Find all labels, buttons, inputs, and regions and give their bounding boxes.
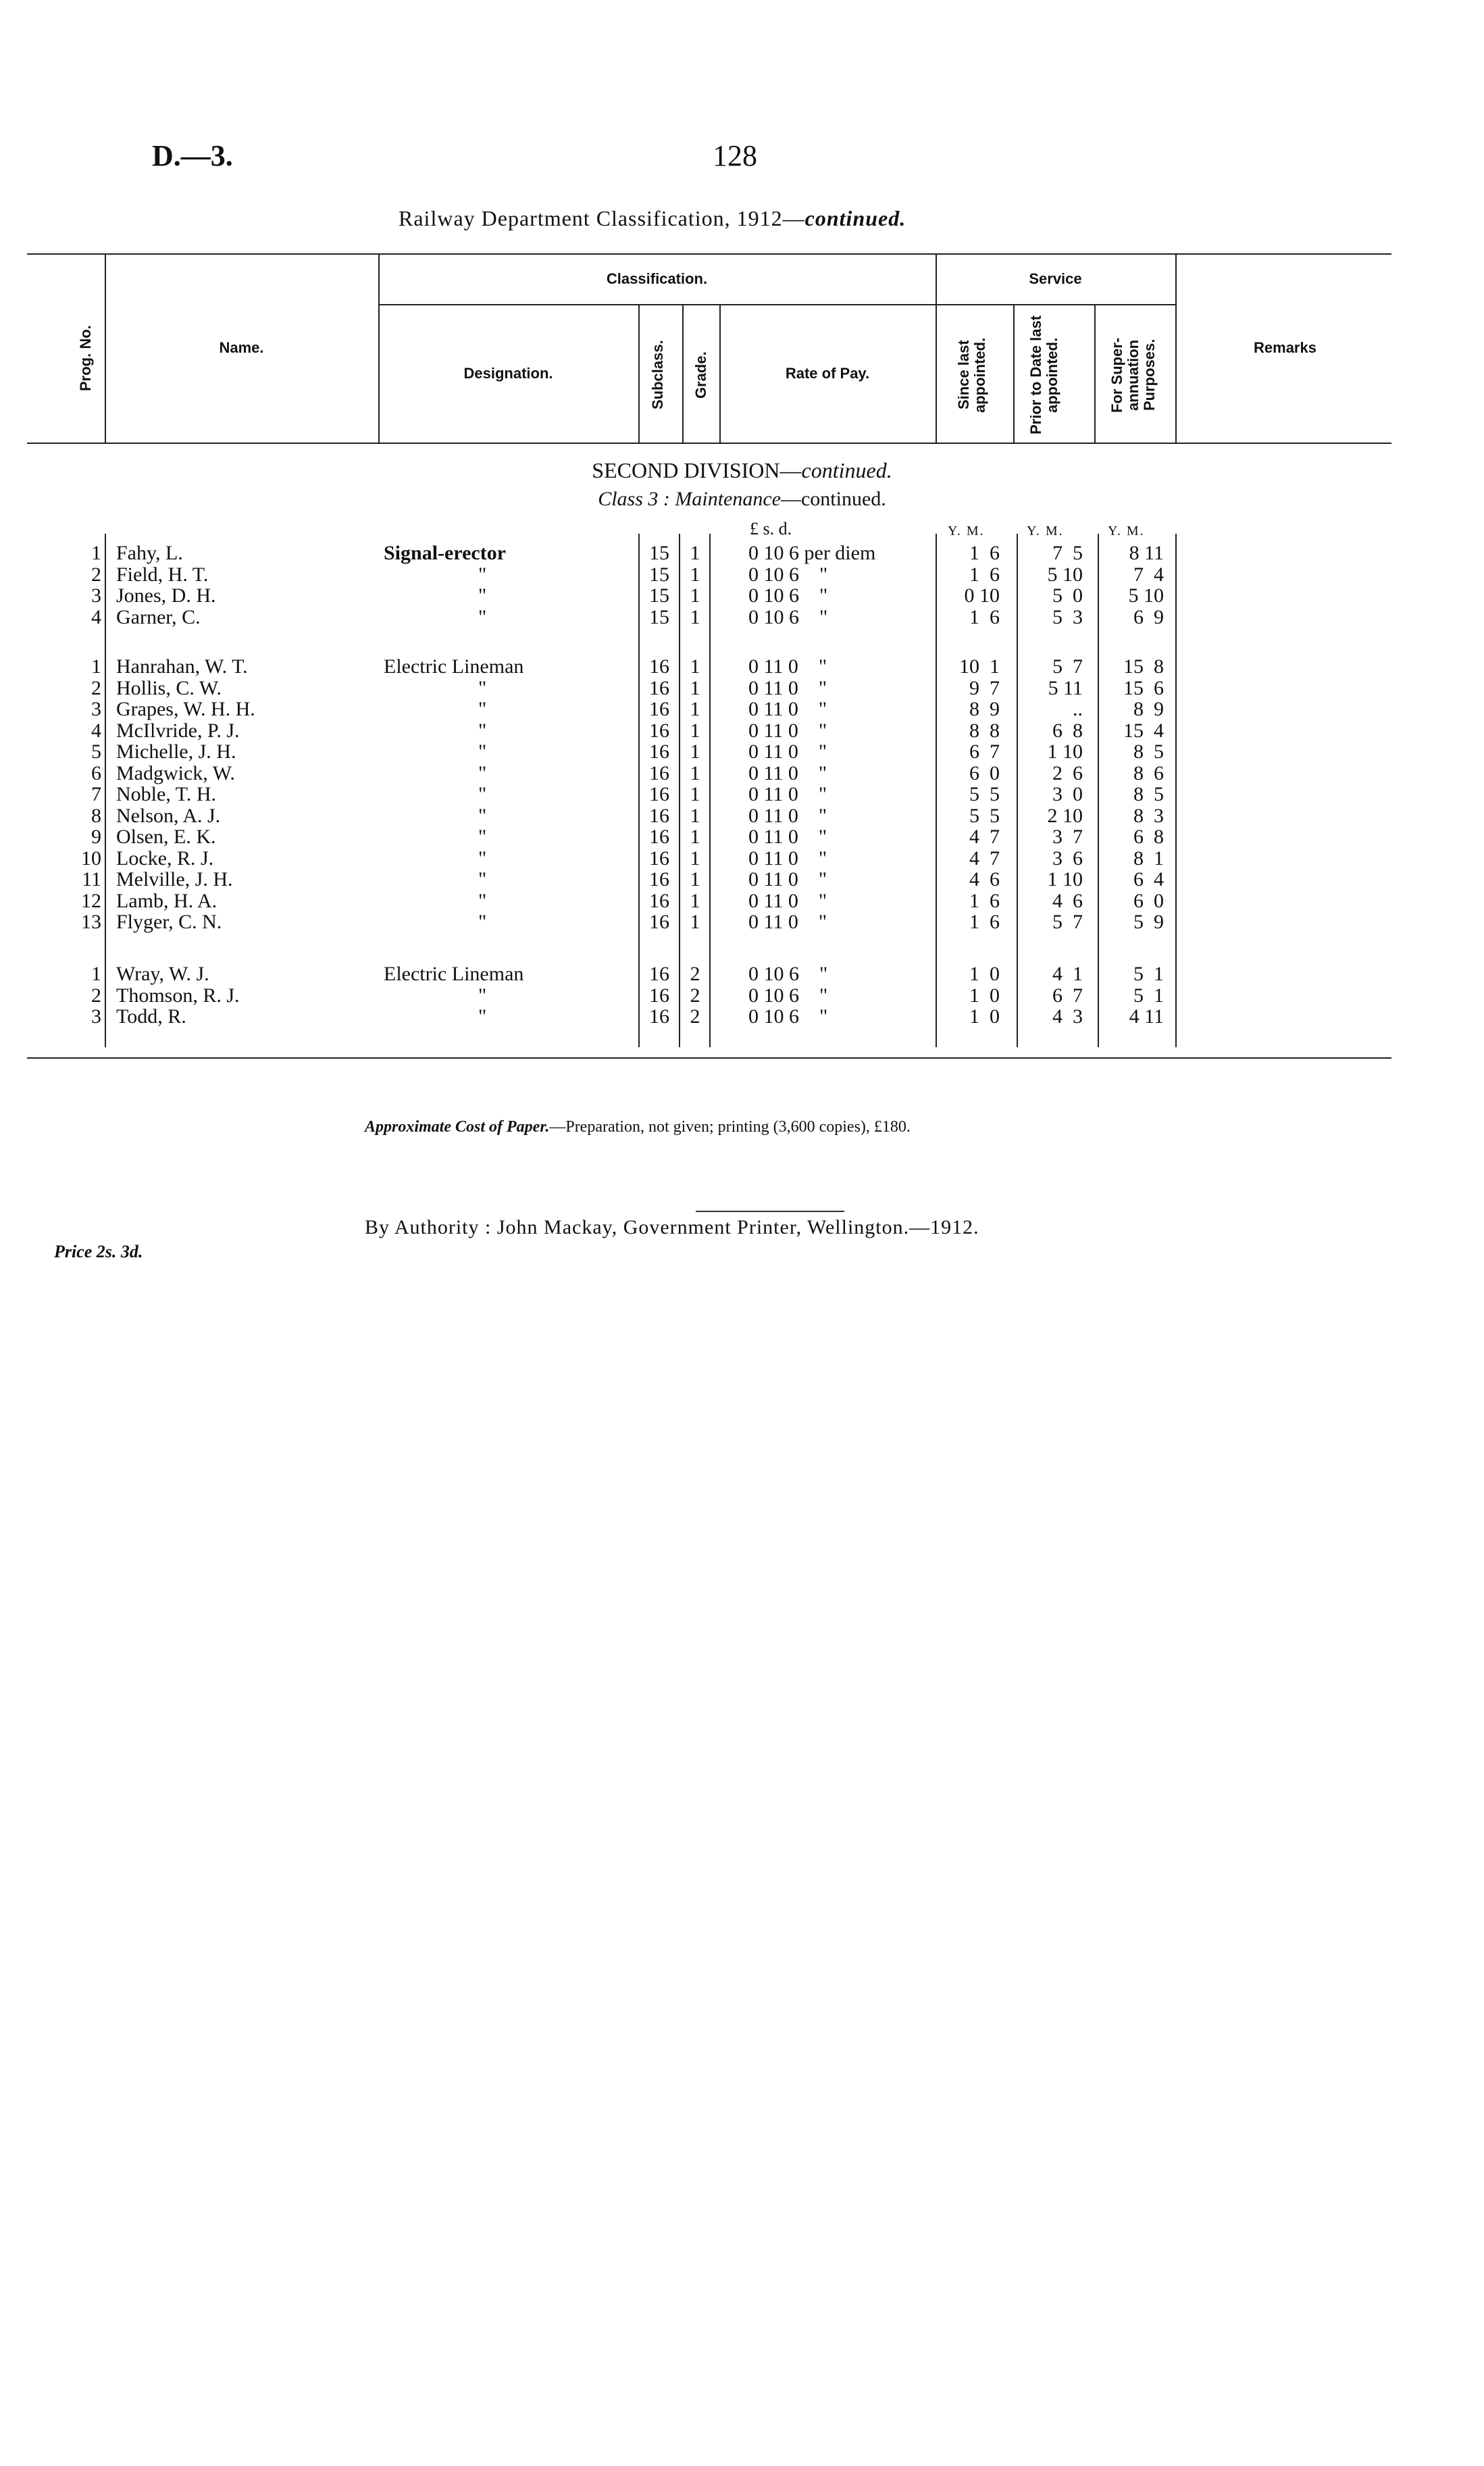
row-name: Flyger, C. N.: [116, 911, 222, 933]
row-superannuation: 6 8: [1133, 826, 1164, 848]
row-subclass: 15: [649, 605, 669, 628]
row-since-last: 1 0: [969, 984, 1000, 1007]
col-sep-super: [1175, 253, 1177, 443]
row-subclass: 16: [649, 984, 669, 1007]
row-prog-no: 2: [91, 676, 101, 699]
row-subclass: 16: [649, 698, 669, 720]
row-superannuation: 6 9: [1133, 605, 1164, 628]
class-heading: [0, 488, 1484, 511]
row-rate-of-pay: 0 11 0 ": [748, 655, 827, 678]
division-continued: continued.: [801, 458, 892, 482]
table-top-rule: [27, 253, 1391, 255]
col-header-superannuation: For Super-annuation Purposes.: [1108, 337, 1158, 413]
row-grade: 1: [690, 698, 700, 720]
row-since-last: 0 10: [964, 584, 1000, 607]
row-designation: Electric Lineman: [384, 963, 524, 985]
row-prior: 3 7: [1052, 826, 1083, 848]
row-name: Melville, J. H.: [116, 868, 233, 890]
title-main: Railway Department Classification, 1912—: [399, 206, 805, 230]
col-sep-subclass: [682, 304, 684, 443]
row-since-last: 1 6: [969, 563, 1000, 586]
row-grade: 1: [690, 676, 700, 699]
class-italic: Class 3 : Maintenance: [598, 488, 781, 510]
row-prior: 4 6: [1052, 889, 1083, 912]
body-sep-prog: [105, 534, 106, 1047]
row-subclass: 16: [649, 889, 669, 912]
row-designation: Electric Lineman: [384, 655, 524, 678]
row-designation: ": [478, 761, 487, 784]
row-since-last: 1 6: [969, 542, 1000, 564]
row-prog-no: 6: [91, 761, 101, 784]
row-prog-no: 2: [91, 563, 101, 586]
row-prog-no: 10: [81, 847, 101, 870]
row-prior: 5 11: [1048, 676, 1083, 699]
row-since-last: 8 9: [969, 698, 1000, 720]
row-grade: 1: [690, 889, 700, 912]
row-designation: ": [478, 740, 487, 763]
row-superannuation: 5 10: [1128, 584, 1164, 607]
row-designation: ": [478, 911, 487, 933]
row-prior: 5 7: [1052, 911, 1083, 933]
row-prog-no: 1: [91, 542, 101, 564]
row-prog-no: 3: [91, 584, 101, 607]
row-prog-no: 4: [91, 719, 101, 742]
row-prog-no: 11: [82, 868, 101, 890]
row-prior: 2 10: [1047, 804, 1083, 827]
row-prog-no: 12: [81, 889, 101, 912]
row-superannuation: 5 9: [1133, 911, 1164, 933]
row-name: Noble, T. H.: [116, 783, 217, 805]
row-designation: ": [478, 719, 487, 742]
row-prior: ..: [1073, 698, 1083, 720]
row-since-last: 5 5: [969, 804, 1000, 827]
row-name: Jones, D. H.: [116, 584, 216, 607]
row-name: Todd, R.: [116, 1005, 186, 1028]
row-designation: ": [478, 783, 487, 805]
row-rate-of-pay: 0 11 0 ": [748, 676, 827, 699]
row-subclass: 15: [649, 542, 669, 564]
row-rate-of-pay: 0 11 0 ": [748, 761, 827, 784]
row-subclass: 16: [649, 761, 669, 784]
col-sep-since: [1013, 304, 1015, 443]
row-subclass: 15: [649, 563, 669, 586]
row-prog-no: 3: [91, 698, 101, 720]
row-grade: 1: [690, 740, 700, 763]
page-title: [399, 206, 906, 231]
row-prior: 3 6: [1052, 847, 1083, 870]
row-rate-of-pay: 0 11 0 ": [748, 804, 827, 827]
title-continued: continued.: [804, 206, 906, 230]
document-reference: D.—3.: [152, 139, 233, 172]
row-prior: 1 10: [1047, 740, 1083, 763]
row-prior: 5 10: [1047, 563, 1083, 586]
row-grade: 2: [690, 984, 700, 1007]
row-name: Wray, W. J.: [116, 963, 209, 985]
body-sep-pay: [936, 534, 937, 1047]
row-subclass: 16: [649, 1005, 669, 1028]
row-superannuation: 6 4: [1133, 868, 1164, 890]
row-grade: 1: [690, 804, 700, 827]
row-prior: 1 10: [1047, 868, 1083, 890]
row-name: Madgwick, W.: [116, 761, 235, 784]
row-subclass: 16: [649, 826, 669, 848]
row-prog-no: 8: [91, 804, 101, 827]
row-superannuation: 8 6: [1133, 761, 1164, 784]
row-grade: 2: [690, 963, 700, 985]
row-superannuation: 5 1: [1133, 963, 1164, 985]
row-since-last: 6 0: [969, 761, 1000, 784]
row-prog-no: 2: [91, 984, 101, 1007]
row-superannuation: 15 8: [1123, 655, 1164, 678]
row-since-last: 9 7: [969, 676, 1000, 699]
row-since-last: 1 0: [969, 1005, 1000, 1028]
row-subclass: 16: [649, 847, 669, 870]
row-subclass: 16: [649, 740, 669, 763]
col-header-remarks: Remarks: [1254, 339, 1316, 356]
row-superannuation: 5 1: [1133, 984, 1164, 1007]
row-grade: 1: [690, 761, 700, 784]
prior-units: Y. M.: [1027, 524, 1064, 538]
row-subclass: 16: [649, 783, 669, 805]
row-name: McIlvride, P. J.: [116, 719, 240, 742]
page-number: 128: [713, 139, 757, 172]
col-header-prog-no: Prog. No.: [77, 325, 94, 391]
row-designation: ": [478, 984, 487, 1007]
since-units: Y. M.: [948, 524, 985, 538]
super-units: Y. M.: [1108, 524, 1145, 538]
body-sep-since: [1017, 534, 1018, 1047]
row-since-last: 5 5: [969, 783, 1000, 805]
row-superannuation: 8 1: [1133, 847, 1164, 870]
class-continued: —continued.: [780, 488, 886, 510]
row-since-last: 4 7: [969, 847, 1000, 870]
row-subclass: 16: [649, 963, 669, 985]
row-rate-of-pay: 0 11 0 ": [748, 719, 827, 742]
col-header-designation: Designation.: [463, 365, 553, 382]
row-designation: ": [478, 826, 487, 848]
row-name: Michelle, J. H.: [116, 740, 236, 763]
row-prior: 5 3: [1052, 605, 1083, 628]
row-rate-of-pay: 0 11 0 ": [748, 698, 827, 720]
col-sep-prog: [105, 253, 106, 443]
row-rate-of-pay: 0 10 6 ": [748, 605, 828, 628]
body-sep-prior: [1098, 534, 1099, 1047]
row-superannuation: 8 5: [1133, 783, 1164, 805]
row-designation: ": [478, 563, 487, 586]
row-prog-no: 9: [91, 826, 101, 848]
row-prior: 6 7: [1052, 984, 1083, 1007]
row-prior: 4 1: [1052, 963, 1083, 985]
row-grade: 2: [690, 1005, 700, 1028]
col-header-rate-of-pay: Rate of Pay.: [785, 365, 870, 382]
row-name: Thomson, R. J.: [116, 984, 240, 1007]
col-header-subclass: Subclass.: [649, 340, 666, 410]
row-name: Lamb, H. A.: [116, 889, 218, 912]
cost-label: Approximate Cost of Paper.: [365, 1118, 550, 1136]
row-subclass: 16: [649, 719, 669, 742]
col-header-since-last: Since last appointed.: [955, 337, 988, 413]
row-rate-of-pay: 0 11 0 ": [748, 847, 827, 870]
service-subrule: [936, 304, 1175, 305]
row-prior: 6 8: [1052, 719, 1083, 742]
row-rate-of-pay: 0 10 6 per diem: [748, 542, 876, 564]
cost-note: [365, 1118, 911, 1136]
row-grade: 1: [690, 655, 700, 678]
division-main: SECOND DIVISION—: [592, 458, 802, 482]
row-rate-of-pay: 0 10 6 ": [748, 584, 828, 607]
row-subclass: 16: [649, 804, 669, 827]
row-grade: 1: [690, 605, 700, 628]
row-since-last: 4 6: [969, 868, 1000, 890]
row-name: Locke, R. J.: [116, 847, 214, 870]
row-name: Olsen, E. K.: [116, 826, 216, 848]
row-name: Hanrahan, W. T.: [116, 655, 248, 678]
row-prior: 5 0: [1052, 584, 1083, 607]
row-prior: 5 7: [1052, 655, 1083, 678]
row-grade: 1: [690, 542, 700, 564]
row-rate-of-pay: 0 11 0 ": [748, 889, 827, 912]
row-designation: ": [478, 676, 487, 699]
row-prog-no: 7: [91, 783, 101, 805]
pay-units: £ s. d.: [750, 519, 792, 538]
row-superannuation: 8 9: [1133, 698, 1164, 720]
row-subclass: 16: [649, 868, 669, 890]
row-grade: 1: [690, 783, 700, 805]
row-designation: ": [478, 584, 487, 607]
row-rate-of-pay: 0 10 6 ": [748, 563, 828, 586]
printer-authority: By Authority : John Mackay, Government Printer, Wellington.—1912.: [365, 1216, 979, 1238]
row-prog-no: 3: [91, 1005, 101, 1028]
row-superannuation: 15 6: [1123, 676, 1164, 699]
row-rate-of-pay: 0 11 0 ": [748, 868, 827, 890]
row-designation: ": [478, 605, 487, 628]
classification-subrule: [378, 304, 936, 305]
row-rate-of-pay: 0 11 0 ": [748, 911, 827, 933]
col-header-classification: Classification.: [606, 270, 708, 287]
row-prog-no: 4: [91, 605, 101, 628]
row-since-last: 6 7: [969, 740, 1000, 763]
row-name: Garner, C.: [116, 605, 201, 628]
row-grade: 1: [690, 868, 700, 890]
row-prog-no: 13: [81, 911, 101, 933]
row-grade: 1: [690, 563, 700, 586]
row-rate-of-pay: 0 10 6 ": [748, 984, 828, 1007]
row-superannuation: 4 11: [1129, 1005, 1164, 1028]
row-since-last: 4 7: [969, 826, 1000, 848]
cost-text: —Preparation, not given; printing (3,600 copies), £180.: [549, 1118, 911, 1136]
row-prog-no: 5: [91, 740, 101, 763]
row-name: Nelson, A. J.: [116, 804, 221, 827]
body-sep-super: [1175, 534, 1177, 1047]
footer-rule: [696, 1211, 844, 1212]
row-rate-of-pay: 0 11 0 ": [748, 740, 827, 763]
row-prior: 2 6: [1052, 761, 1083, 784]
col-header-service: Service: [1029, 270, 1082, 287]
row-superannuation: 8 3: [1133, 804, 1164, 827]
row-name: Field, H. T.: [116, 563, 209, 586]
row-rate-of-pay: 0 11 0 ": [748, 783, 827, 805]
row-subclass: 15: [649, 584, 669, 607]
row-superannuation: 8 11: [1129, 542, 1164, 564]
row-rate-of-pay: 0 10 6 ": [748, 963, 828, 985]
row-subclass: 16: [649, 911, 669, 933]
row-since-last: 1 0: [969, 963, 1000, 985]
row-designation: ": [478, 868, 487, 890]
col-sep-designation: [638, 304, 640, 443]
row-name: Fahy, L.: [116, 542, 183, 564]
row-grade: 1: [690, 719, 700, 742]
row-designation: ": [478, 889, 487, 912]
row-prog-no: 1: [91, 655, 101, 678]
row-rate-of-pay: 0 10 6 ": [748, 1005, 828, 1028]
row-designation: ": [478, 847, 487, 870]
row-since-last: 1 6: [969, 889, 1000, 912]
table-bottom-rule: [27, 1057, 1391, 1059]
header-bottom-rule: [27, 443, 1391, 444]
row-subclass: 16: [649, 676, 669, 699]
row-since-last: 1 6: [969, 911, 1000, 933]
row-superannuation: 6 0: [1133, 889, 1164, 912]
row-superannuation: 8 5: [1133, 740, 1164, 763]
row-name: Grapes, W. H. H.: [116, 698, 255, 720]
col-header-prior-to-date: Prior to Date last appointed.: [1027, 315, 1060, 435]
row-subclass: 16: [649, 655, 669, 678]
row-prior: 4 3: [1052, 1005, 1083, 1028]
row-designation: ": [478, 1005, 487, 1028]
col-sep-prior: [1094, 304, 1096, 443]
col-header-name: Name.: [219, 339, 264, 356]
row-since-last: 8 8: [969, 719, 1000, 742]
row-rate-of-pay: 0 11 0 ": [748, 826, 827, 848]
row-superannuation: 7 4: [1133, 563, 1164, 586]
row-designation: Signal-erector: [384, 542, 507, 564]
row-designation: ": [478, 698, 487, 720]
col-header-grade: Grade.: [692, 351, 709, 399]
row-superannuation: 15 4: [1123, 719, 1164, 742]
row-prior: 3 0: [1052, 783, 1083, 805]
row-grade: 1: [690, 584, 700, 607]
price-note: Price 2s. 3d.: [54, 1242, 143, 1261]
row-grade: 1: [690, 847, 700, 870]
row-name: Hollis, C. W.: [116, 676, 222, 699]
row-prior: 7 5: [1052, 542, 1083, 564]
row-since-last: 1 6: [969, 605, 1000, 628]
row-since-last: 10 1: [959, 655, 1000, 678]
row-grade: 1: [690, 911, 700, 933]
row-designation: ": [478, 804, 487, 827]
row-prog-no: 1: [91, 963, 101, 985]
division-heading: [0, 458, 1484, 483]
row-grade: 1: [690, 826, 700, 848]
